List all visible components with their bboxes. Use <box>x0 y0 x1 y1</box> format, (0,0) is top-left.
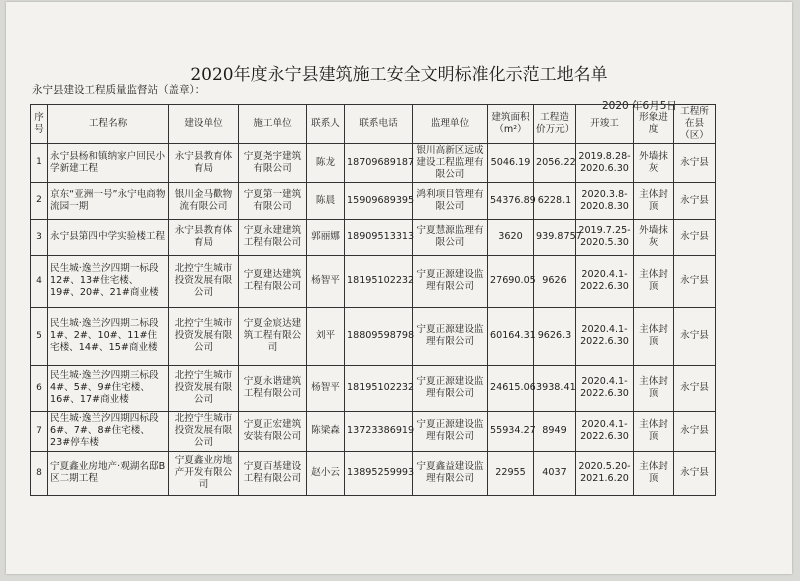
supervisor-unit: 宁夏正源建设监理有限公司 <box>413 411 488 451</box>
contact-phone: 13723386919 <box>345 411 413 451</box>
builder-unit: 永宁县教育体育局 <box>169 143 239 182</box>
project-name: 宁夏鑫业房地产·观湖名邸B区二期工程 <box>48 451 169 495</box>
column-header: 工程造价万元） <box>534 105 576 144</box>
column-header: 联系人 <box>307 105 345 144</box>
progress-status: 主体封顶 <box>634 451 674 495</box>
contact-phone: 18195102232 <box>345 365 413 411</box>
project-table <box>30 104 716 496</box>
project-name: 民生城·逸兰汐四期二标段1#、2#、10#、11#住宅楼、14#、15#商业楼 <box>48 307 169 365</box>
table-row <box>31 255 716 307</box>
builder-unit: 宁夏鑫业房地产开发有限公司 <box>169 451 239 495</box>
supervisor-unit: 鸿利项目管理有限公司 <box>413 182 488 219</box>
constructor-unit: 宁夏第一建筑有限公司 <box>239 182 307 219</box>
table-row <box>31 219 716 255</box>
document-title: 2020年度永宁县建筑施工安全文明标准化示范工地名单 <box>190 65 608 85</box>
constructor-unit: 宁夏建达建筑工程有限公司 <box>239 255 307 307</box>
project-name: 民生城·逸兰汐四期三标段4#、5#、9#住宅楼、16#、17#商业楼 <box>48 365 169 411</box>
column-header: 监理单位 <box>413 105 488 144</box>
builder-unit: 北控宁生城市投资发展有限公司 <box>169 255 239 307</box>
constructor-unit: 宁夏永建建筑工程有限公司 <box>239 219 307 255</box>
progress-status: 主体封顶 <box>634 365 674 411</box>
constructor-unit: 宁夏永谐建筑工程有限公司 <box>239 365 307 411</box>
contact-phone: 18909513313 <box>345 219 413 255</box>
constructor-unit: 宁夏金宸达建筑工程有限公司 <box>239 307 307 365</box>
supervisor-unit: 宁夏鑫益建设监理有限公司 <box>413 451 488 495</box>
building-area: 55934.27 <box>488 411 534 451</box>
table-row <box>31 307 716 365</box>
project-name: 永宁县第四中学实验楼工程 <box>48 219 169 255</box>
contact-person: 陈龙 <box>307 143 345 182</box>
contact-person: 杨智平 <box>307 365 345 411</box>
column-header: 施工单位 <box>239 105 307 144</box>
constructor-unit: 宁夏正宏建筑安装有限公司 <box>239 411 307 451</box>
table-row <box>31 365 716 411</box>
row-seq: 7 <box>31 411 48 451</box>
row-seq: 2 <box>31 182 48 219</box>
row-seq: 6 <box>31 365 48 411</box>
construction-period: 2020.4.1-2022.6.30 <box>576 307 634 365</box>
contact-person: 刘平 <box>307 307 345 365</box>
construction-period: 2020.5.20-2021.6.20 <box>576 451 634 495</box>
column-header: 序号 <box>31 105 48 144</box>
construction-period: 2020.4.1-2022.6.30 <box>576 411 634 451</box>
column-header: 建设单位 <box>169 105 239 144</box>
building-area: 27690.05 <box>488 255 534 307</box>
contact-phone: 15909689395 <box>345 182 413 219</box>
constructor-unit: 宁夏尧宇建筑有限公司 <box>239 143 307 182</box>
progress-status: 主体封顶 <box>634 411 674 451</box>
builder-unit: 银川金马歡物流有限公司 <box>169 182 239 219</box>
table-header-row <box>31 105 716 144</box>
contact-person: 杨智平 <box>307 255 345 307</box>
column-header: 联系电话 <box>345 105 413 144</box>
table-row <box>31 182 716 219</box>
construction-period: 2019.8.28-2020.6.30 <box>576 143 634 182</box>
supervisor-unit: 宁夏正源建设监理有限公司 <box>413 307 488 365</box>
project-name: 永宁县杨和镇纳家户回民小学新建工程 <box>48 143 169 182</box>
progress-status: 主体封顶 <box>634 255 674 307</box>
contact-person: 赵小云 <box>307 451 345 495</box>
county: 永宁县 <box>674 182 716 219</box>
progress-status: 主体封顶 <box>634 182 674 219</box>
builder-unit: 永宁县教育体育局 <box>169 219 239 255</box>
progress-status: 外墙抹灰 <box>634 219 674 255</box>
table-row <box>31 411 716 451</box>
supervisor-unit: 宁夏正源建设监理有限公司 <box>413 365 488 411</box>
construction-period: 2020.4.1-2022.6.30 <box>576 255 634 307</box>
contact-phone: 18709689187 <box>345 143 413 182</box>
row-seq: 4 <box>31 255 48 307</box>
contact-phone: 18809598798 <box>345 307 413 365</box>
builder-unit: 北控宁生城市投资发展有限公司 <box>169 411 239 451</box>
document-page <box>6 2 792 574</box>
row-seq: 1 <box>31 143 48 182</box>
row-seq: 8 <box>31 451 48 495</box>
column-header: 开竣工 <box>576 105 634 144</box>
contact-phone: 18195102232 <box>345 255 413 307</box>
supervisor-unit: 宁夏慧源监理有限公司 <box>413 219 488 255</box>
construction-period: 2020.4.1-2022.6.30 <box>576 365 634 411</box>
progress-status: 主体封顶 <box>634 307 674 365</box>
progress-status: 外墙抹灰 <box>634 143 674 182</box>
issuing-organization: 永宁县建设工程质量监督站（盖章）： <box>32 84 206 96</box>
building-area: 60164.31 <box>488 307 534 365</box>
construction-period: 2020.3.8-2020.8.30 <box>576 182 634 219</box>
builder-unit: 北控宁生城市投资发展有限公司 <box>169 307 239 365</box>
column-header: 建筑面积（m²） <box>488 105 534 144</box>
building-area: 3620 <box>488 219 534 255</box>
project-name: 民生城·逸兰汐四期一标段12#、13#住宅楼、19#、20#、21#商业楼 <box>48 255 169 307</box>
table-row <box>31 451 716 495</box>
supervisor-unit: 银川高新区远成建设工程监理有限公司 <box>413 143 488 182</box>
project-cost: 9626.3 <box>534 307 576 365</box>
building-area: 24615.06 <box>488 365 534 411</box>
construction-period: 2019.7.25-2020.5.30 <box>576 219 634 255</box>
building-area: 5046.19 <box>488 143 534 182</box>
column-header: 工程所在县（区） <box>674 105 716 144</box>
project-cost: 2056.22 <box>534 143 576 182</box>
county: 永宁县 <box>674 219 716 255</box>
county: 永宁县 <box>674 307 716 365</box>
contact-person: 陈梁森 <box>307 411 345 451</box>
project-name: 民生城·逸兰汐四期四标段6#、7#、8#住宅楼、23#停车楼 <box>48 411 169 451</box>
project-name: 京东“亚洲一号”永宁电商物流园一期 <box>48 182 169 219</box>
contact-person: 郭丽娜 <box>307 219 345 255</box>
building-area: 22955 <box>488 451 534 495</box>
project-cost: 4037 <box>534 451 576 495</box>
project-cost: 939.8757 <box>534 219 576 255</box>
constructor-unit: 宁夏百基建设工程有限公司 <box>239 451 307 495</box>
project-cost: 9626 <box>534 255 576 307</box>
column-header: 形象进度 <box>634 105 674 144</box>
county: 永宁县 <box>674 365 716 411</box>
contact-phone: 13895259993 <box>345 451 413 495</box>
table-row <box>31 143 716 182</box>
row-seq: 3 <box>31 219 48 255</box>
supervisor-unit: 宁夏正源建设监理有限公司 <box>413 255 488 307</box>
county: 永宁县 <box>674 143 716 182</box>
contact-person: 陈晨 <box>307 182 345 219</box>
builder-unit: 北控宁生城市投资发展有限公司 <box>169 365 239 411</box>
column-header: 工程名称 <box>48 105 169 144</box>
project-cost: 3938.41 <box>534 365 576 411</box>
county: 永宁县 <box>674 255 716 307</box>
row-seq: 5 <box>31 307 48 365</box>
building-area: 54376.89 <box>488 182 534 219</box>
project-cost: 8949 <box>534 411 576 451</box>
document-date: 2020 年6月5日 <box>602 100 677 112</box>
county: 永宁县 <box>674 411 716 451</box>
county: 永宁县 <box>674 451 716 495</box>
project-cost: 6228.1 <box>534 182 576 219</box>
